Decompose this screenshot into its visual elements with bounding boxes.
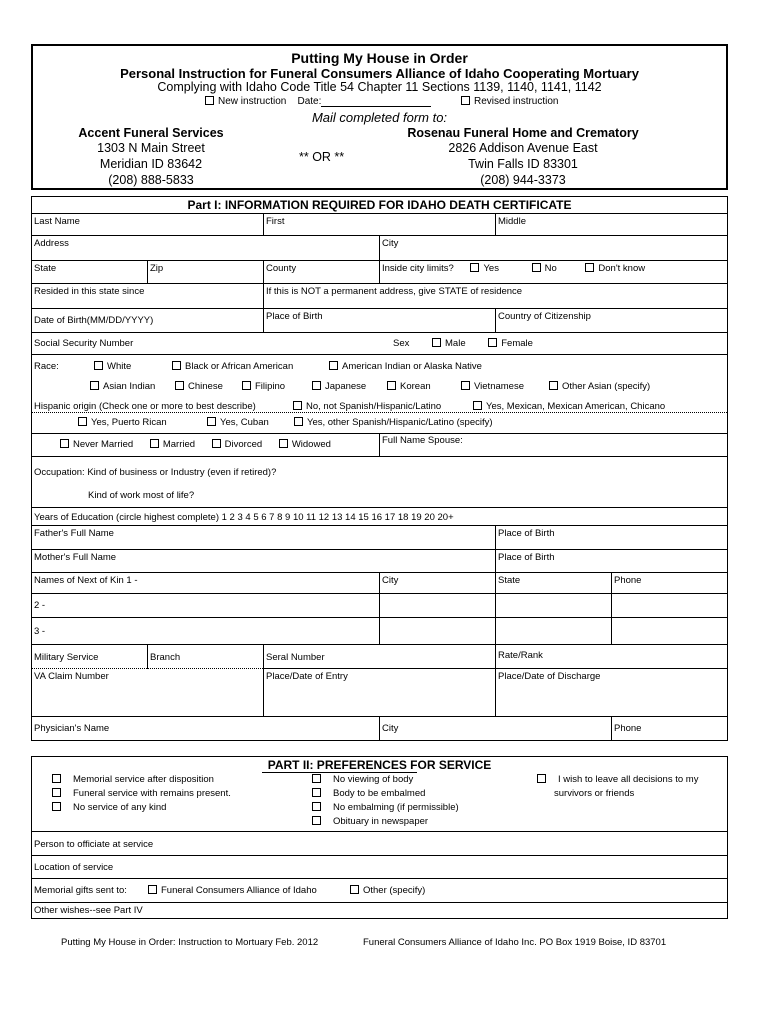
kind-work-label: Kind of work most of life? <box>88 490 195 501</box>
chinese-checkbox[interactable] <box>175 381 184 390</box>
last-name-field[interactable] <box>32 214 263 235</box>
fca-label: Funeral Consumers Alliance of Idaho <box>161 885 317 896</box>
zip-field[interactable] <box>147 261 263 283</box>
spouse-field[interactable] <box>379 433 727 456</box>
dob-row <box>32 309 727 333</box>
right-mortuary <box>373 126 673 188</box>
father-field[interactable] <box>32 526 495 549</box>
white-label: White <box>107 361 132 372</box>
married-label: Married <box>162 439 196 450</box>
filipino-label: Filipino <box>255 381 286 392</box>
pob-label: Place of Birth <box>266 311 323 322</box>
kin-row-1 <box>32 573 727 594</box>
vietnamese-checkbox[interactable] <box>461 381 470 390</box>
other-asian-checkbox[interactable] <box>549 381 558 390</box>
puerto-rican-label: Yes, Puerto Rican <box>91 417 167 428</box>
sex-label: Sex <box>393 338 410 349</box>
resided-label: Resided in this state since <box>34 286 145 297</box>
spouse-label: Full Name Spouse: <box>382 435 463 446</box>
divorced-label: Divorced <box>224 439 263 450</box>
kin2-label: 2 - <box>34 600 46 611</box>
or-text: ** OR ** <box>299 150 345 164</box>
footer-right: Funeral Consumers Alliance of Idaho Inc. PO Box 1919 Boise, ID 83701 <box>363 937 667 948</box>
last-name-label: Last Name <box>34 216 80 227</box>
va-row <box>32 669 727 717</box>
never-married-checkbox[interactable] <box>60 439 69 448</box>
other-wishes-row[interactable] <box>32 903 727 919</box>
entry-label: Place/Date of Entry <box>266 671 348 682</box>
revised-instruction-checkbox[interactable] <box>461 96 470 105</box>
mail-to: Mail completed form to: <box>311 110 448 125</box>
gifts-row <box>32 879 727 903</box>
kin2-state[interactable] <box>495 594 611 617</box>
marital-row <box>32 433 727 457</box>
left-mortuary-name: Accent Funeral Services <box>78 126 224 140</box>
rate-label: Rate/Rank <box>498 650 543 661</box>
military-label: Military Service <box>34 652 99 663</box>
ssn-label: Social Security Number <box>34 338 134 349</box>
left-mortuary-street: 1303 N Main Street <box>97 141 205 155</box>
embalmed-checkbox[interactable] <box>312 788 321 797</box>
korean-checkbox[interactable] <box>387 381 396 390</box>
mother-pob-field[interactable] <box>495 550 727 572</box>
right-mortuary-name: Rosenau Funeral Home and Crematory <box>407 126 639 140</box>
female-checkbox[interactable] <box>488 338 497 347</box>
marital-status <box>32 433 379 456</box>
american-indian-checkbox[interactable] <box>329 361 338 370</box>
vietnamese-label: Vietnamese <box>474 381 524 392</box>
ssn-row <box>32 333 727 355</box>
black-label: Black or African American <box>185 361 294 372</box>
father-label: Father's Full Name <box>34 528 114 539</box>
complying-text: Complying with Idaho Code Title 54 Chapter 11 Sections 1139, 1140, 1141, 1142 <box>157 80 602 94</box>
state-label: State <box>34 263 57 274</box>
female-label: Female <box>501 338 533 349</box>
mother-label: Mother's Full Name <box>34 552 117 563</box>
divorced-checkbox[interactable] <box>212 439 221 448</box>
form-title: Putting My House in Order <box>291 50 468 66</box>
mother-row <box>32 550 727 573</box>
japanese-checkbox[interactable] <box>312 381 321 390</box>
state-row <box>32 261 727 284</box>
no-viewing-checkbox[interactable] <box>312 774 321 783</box>
mother-pob-label: Place of Birth <box>498 552 555 563</box>
part1-section <box>31 196 728 741</box>
physician-phone-label: Phone <box>614 723 642 734</box>
left-mortuary <box>51 126 251 188</box>
kin2-city[interactable] <box>379 594 495 617</box>
state-field[interactable] <box>32 261 147 283</box>
physician-row <box>32 717 727 741</box>
physician-label: Physician's Name <box>34 723 110 734</box>
leave-decisions-label: I wish to leave all decisions to my <box>558 774 699 785</box>
physician-city-label: City <box>382 723 399 734</box>
male-label: Male <box>445 338 466 349</box>
kin3-label: 3 - <box>34 626 46 637</box>
officiate-row[interactable] <box>32 831 727 856</box>
other-wishes-label: Other wishes--see Part IV <box>34 905 143 916</box>
no-embalming-label: No embalming (if permissible) <box>333 802 459 813</box>
kin2-field[interactable] <box>32 594 379 617</box>
obituary-checkbox[interactable] <box>312 816 321 825</box>
father-pob-label: Place of Birth <box>498 528 555 539</box>
kin-city-label: City <box>382 575 399 586</box>
ssn-field[interactable] <box>32 333 379 354</box>
no-service-checkbox[interactable] <box>52 802 61 811</box>
no-service-label: No service of any kind <box>73 802 167 813</box>
first-name-field[interactable] <box>263 214 495 235</box>
occupation-label: Occupation: Kind of business or Industry (even if retired)? <box>34 467 277 478</box>
survivors-label: survivors or friends <box>554 788 635 799</box>
inside-city-no-checkbox[interactable] <box>532 263 541 272</box>
new-instruction-checkbox[interactable] <box>205 96 214 105</box>
part2-title-underline <box>262 757 417 773</box>
kin-phone-label: Phone <box>614 575 642 586</box>
other-hispanic-checkbox[interactable] <box>294 417 303 426</box>
white-checkbox[interactable] <box>94 361 103 370</box>
address-row <box>32 236 727 261</box>
other-asian-label: Other Asian (specify) <box>562 381 651 392</box>
race-label: Race: <box>34 361 59 372</box>
kin-state-field[interactable] <box>495 573 611 593</box>
va-claim-label: VA Claim Number <box>34 671 109 682</box>
va-claim-field[interactable] <box>32 669 263 716</box>
citizenship-label: Country of Citizenship <box>498 311 591 322</box>
city-field[interactable] <box>379 236 727 260</box>
other-gift-checkbox[interactable] <box>350 885 359 894</box>
city-label: City <box>382 238 399 249</box>
part2-section <box>31 756 728 919</box>
middle-name-label: Middle <box>498 216 526 227</box>
kin-phone-field[interactable] <box>611 573 727 593</box>
other-hispanic-label: Yes, other Spanish/Hispanic/Latino (specify) <box>307 417 493 428</box>
chinese-label: Chinese <box>188 381 223 392</box>
filipino-checkbox[interactable] <box>242 381 251 390</box>
middle-name-field[interactable] <box>495 214 727 235</box>
kin3-city[interactable] <box>379 618 495 644</box>
military-field[interactable] <box>32 645 147 669</box>
form-subtitle: Personal Instruction for Funeral Consumers Alliance of Idaho Cooperating Mortuary <box>120 66 639 81</box>
widowed-checkbox[interactable] <box>279 439 288 448</box>
kin3-state[interactable] <box>495 618 611 644</box>
inside-city-field <box>379 261 727 283</box>
no-embalming-checkbox[interactable] <box>312 802 321 811</box>
kin-city-field[interactable] <box>379 573 495 593</box>
first-name-label: First <box>266 216 285 227</box>
serial-label: Seral Number <box>266 652 325 663</box>
embalmed-label: Body to be embalmed <box>333 788 426 799</box>
no-viewing-label: No viewing of body <box>333 774 414 785</box>
dob-label: Date of Birth(MM/DD/YYYY) <box>34 315 154 326</box>
education-row <box>32 508 727 526</box>
dob-field[interactable] <box>32 309 263 332</box>
sex-field <box>379 333 727 354</box>
address-label: Address <box>34 238 69 249</box>
discharge-label: Place/Date of Discharge <box>498 671 601 682</box>
revised-instruction-label: Revised instruction <box>474 96 559 107</box>
new-instruction-row <box>205 96 431 107</box>
resided-row <box>32 284 727 309</box>
race-block <box>32 355 727 412</box>
kin2-phone[interactable] <box>611 594 727 617</box>
discharge-field[interactable] <box>495 669 727 716</box>
location-label: Location of service <box>34 862 114 873</box>
inside-city-yes-checkbox[interactable] <box>470 263 479 272</box>
military-row <box>32 645 727 669</box>
entry-field[interactable] <box>263 669 495 716</box>
branch-field[interactable] <box>147 645 263 669</box>
hispanic-row-2 <box>32 413 727 434</box>
cuban-checkbox[interactable] <box>207 417 216 426</box>
kin-row-3 <box>32 618 727 645</box>
cuban-label: Yes, Cuban <box>220 417 269 428</box>
education-label[interactable]: Years of Education (circle highest complete) 1 2 3 4 5 6 7 8 9 10 11 12 13 14 15 16 17 18 19 20 20+ <box>34 512 454 523</box>
never-married-label: Never Married <box>73 439 134 450</box>
japanese-label: Japanese <box>325 381 367 392</box>
rate-field[interactable] <box>495 645 727 669</box>
kin3-field[interactable] <box>32 618 379 644</box>
korean-label: Korean <box>400 381 431 392</box>
county-label: County <box>266 263 297 274</box>
funeral-label: Funeral service with remains present. <box>73 788 231 799</box>
occupation-row[interactable] <box>32 457 727 508</box>
kin-row-2 <box>32 594 727 618</box>
hispanic-label: Hispanic origin (Check one or more to best describe) <box>34 401 256 412</box>
leave-decisions-checkbox[interactable] <box>537 774 546 783</box>
header-box <box>31 44 728 190</box>
new-instruction-label: New instruction <box>218 96 287 107</box>
officiate-label: Person to officiate at service <box>34 839 154 850</box>
inside-city-label: Inside city limits? <box>382 263 454 274</box>
zip-label: Zip <box>150 263 164 274</box>
pob-field[interactable] <box>263 309 495 332</box>
name-row <box>32 214 727 236</box>
address-field[interactable] <box>32 236 379 260</box>
fca-checkbox[interactable] <box>148 885 157 894</box>
inside-city-yes-label: Yes <box>483 263 499 274</box>
physician-phone-field[interactable] <box>611 717 727 741</box>
citizenship-field[interactable] <box>495 309 727 332</box>
right-mortuary-city: Twin Falls ID 83301 <box>468 157 578 171</box>
serial-field[interactable] <box>263 645 495 669</box>
puerto-rican-checkbox[interactable] <box>78 417 87 426</box>
gifts-label: Memorial gifts sent to: <box>34 885 127 896</box>
black-checkbox[interactable] <box>172 361 181 370</box>
not-hispanic-checkbox[interactable] <box>293 401 302 410</box>
father-pob-field[interactable] <box>495 526 727 549</box>
left-mortuary-phone: (208) 888-5833 <box>108 173 194 187</box>
resided-field[interactable] <box>32 284 263 308</box>
left-mortuary-city: Meridian ID 83642 <box>99 157 203 171</box>
date-label: Date: <box>297 96 322 107</box>
asian-indian-label: Asian Indian <box>103 381 156 392</box>
other-gift-label: Other (specify) <box>363 885 426 896</box>
kin3-phone[interactable] <box>611 618 727 644</box>
physician-field[interactable] <box>32 717 379 741</box>
residence-state-label: If this is NOT a permanent address, give STATE of residence <box>266 286 523 297</box>
kin1-field[interactable] <box>32 573 379 593</box>
inside-city-no-label: No <box>544 263 557 274</box>
father-row <box>32 526 727 550</box>
memorial-checkbox[interactable] <box>52 774 61 783</box>
date-field[interactable] <box>321 97 431 107</box>
mexican-label: Yes, Mexican, Mexican American, Chicano <box>486 401 666 412</box>
physician-city-field[interactable] <box>379 717 611 741</box>
asian-indian-checkbox[interactable] <box>90 381 99 390</box>
widowed-label: Widowed <box>291 439 331 450</box>
funeral-checkbox[interactable] <box>52 788 61 797</box>
county-field[interactable] <box>263 261 379 283</box>
right-mortuary-street: 2826 Addison Avenue East <box>448 141 598 155</box>
memorial-label: Memorial service after disposition <box>73 774 214 785</box>
residence-state-field[interactable] <box>263 284 727 308</box>
inside-city-dontknow-checkbox[interactable] <box>585 263 594 272</box>
kin1-label: Names of Next of Kin 1 - <box>34 575 138 586</box>
kin-state-label: State <box>498 575 521 586</box>
male-checkbox[interactable] <box>432 338 441 347</box>
part2-title: PART II: PREFERENCES FOR SERVICE <box>267 758 492 772</box>
part1-title: Part I: INFORMATION REQUIRED FOR IDAHO DEATH CERTIFICATE <box>32 197 727 214</box>
branch-label: Branch <box>150 652 181 663</box>
revised-instruction-row <box>461 96 558 107</box>
right-mortuary-phone: (208) 944-3373 <box>480 173 566 187</box>
location-row[interactable] <box>32 856 727 879</box>
footer-left: Putting My House in Order: Instruction to Mortuary Feb. 2012 <box>61 937 319 948</box>
obituary-label: Obituary in newspaper <box>333 816 429 827</box>
not-hispanic-label: No, not Spanish/Hispanic/Latino <box>306 401 442 412</box>
married-checkbox[interactable] <box>150 439 159 448</box>
mother-field[interactable] <box>32 550 495 572</box>
inside-city-dontknow-label: Don't know <box>598 263 646 274</box>
mexican-checkbox[interactable] <box>473 401 482 410</box>
american-indian-label: American Indian or Alaska Native <box>342 361 482 372</box>
